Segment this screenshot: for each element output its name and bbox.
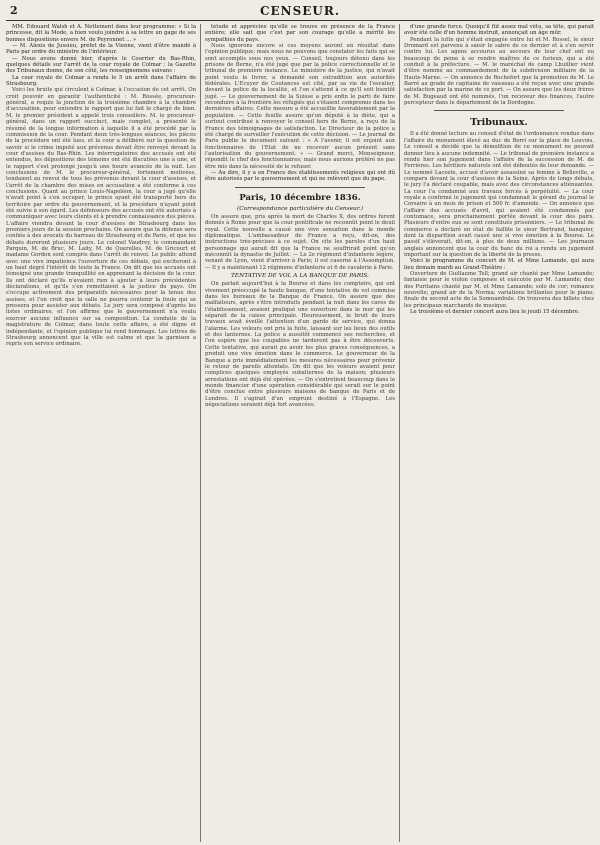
concert-program: Ouverture de Guillaume Tell; grand air chanté par Mme Lamande; fantaisie pour le violon composée et exécutée par M. Lamande; duo des Puritains chanté par M. et Mme Lamande; solo de cor; romance nouvelle; grand air de la Norma; variations brillantes pour le piano; finale du second acte de la Somnambule. On trouvera des billets chez les principaux marchands de musique.: [404, 271, 594, 309]
article-subhead: TENTATIVE DE VOL A LA BANQUE DE PARIS.: [231, 273, 369, 280]
correspondence-subhead: (Correspondance particulière du Censeur.): [236, 205, 364, 212]
article-body: On parlait aujourd'hui à la Bourse et dans les comptoirs, qui ont vivement préoccupé la haute banque, d'une tentative de vol commise dans les bureaux de la Banque de France. On assure que des malfaiteurs, après s'être introduits pendant la nuit dans les caves de l'établissement, avaient pratiqué une ouverture dans le mur qui les séparait de la caisse principale. Heureusement, le bruit de leurs travaux avait éveillé l'attention d'un garde de service, qui donna l'alarme. Les voleurs ont pris la fuite, laissant sur les lieux des outils et des lanternes. La police a aussitôt commencé ses recherches, et l'on espère que les coupables ne tarderont pas à être découverts. Cette tentative, qui aurait pu avoir les plus graves conséquences, a produit une vive émotion dans le commerce. Le gouverneur de la Banque a pris immédiatement les mesures nécessaires pour prévenir le retour de pareils attentats. On dit que les voleurs avaient pour complices quelques employés subalternes de la maison; plusieurs arrestations ont déjà été opérées. — On s'entretient beaucoup dans le monde financier d'une opération considérable qui serait sur le point d'être conclue entre plusieurs maisons de banque de Paris et de Londres. Il s'agirait d'un emprunt destiné à l'Espagne. Les négociations seraient déjà fort avancées.: [205, 281, 395, 408]
paragraph: Le troisième et dernier concert aura lieu le jeudi 15 décembre.: [410, 309, 580, 316]
column-divider: [200, 24, 201, 842]
article-body: Pendant la lutte qui s'était engagée entre lui et M. Rossel, le sieur Dromard est parvenu à saisir le sabre de ce dernier et à s'en servir contre lui. Les agens accourus au secours de leur chef ont eu beaucoup de peine à se rendre maîtres de ce furieux, qui a été conduit à la préfecture. — M. le maréchal de camp Lhuillier vient d'être nommé au commandement de la subdivision militaire de la Haute-Marne. — On annonce de Rochefort que la promotion de M. Le Barré au grade de capitaine de vaisseau a été reçue avec une grande satisfaction par la marine de ce port. — On assure que les deux frères de M. Bugeaud ont été nommés, l'un receveur des finances, l'autre percepteur dans le département de la Dordogne.: [404, 36, 594, 107]
paragraph: — M. Alexis de Jussieu, préfet de la Vienne, vient d'être mandé à Paris par ordre du ministre de l'intérieur.: [6, 43, 196, 56]
section-rule: [235, 187, 365, 188]
masthead: [6, 4, 594, 20]
paragraph: La cour royale de Colmar a rendu le 5 un arrêt dans l'affaire de Strasbourg.: [6, 74, 196, 88]
paragraph: — Nous avons donné hier, d'après le Courrier du Bas-Rhin, quelques détails sur l'arrêt de la cour royale de Colmar : la Gazette des Tribunaux donne, de son côté, les renseignemens suivans :: [6, 55, 196, 75]
column-3: [404, 24, 594, 842]
dateline: Paris, 10 décembre 1836.: [239, 192, 361, 203]
article-body: On assure que, pris après la mort de Charles X, des ordres furent donnés à Rome pour que la cour pontificale ne reconnût point le deuil royal. Cette nouvelle a causé une vive sensation dans le monde diplomatique. L'ambassadeur de France a reçu, dit-on, des instructions très-précises à ce sujet. On cite les paroles d'un haut personnage qui aurait dit que la France ne souffrirait point qu'on méconnût la dynastie de Juillet. — Le 2e régiment d'infanterie légère, venant de Lyon, vient d'arriver à Paris; il est caserné à l'Assomption. — Il y a maintenant 12 régimens d'infanterie et 6 de cavalerie à Paris.: [205, 213, 395, 271]
paragraph: d'une grande force. Quoiqu'il fût assez mal vêtu, sa tête, qui paraît avoir été celle d'un homme instruit, annonçait un âge mûr.: [404, 24, 594, 37]
article-body: Il a été donné lecture au conseil d'état de l'ordonnance rendue dans l'affaire du monument élevé au duc de Berri sur la place de Louvois. Le conseil a décidé que la démolition de ce monument ne pouvait donner lieu à aucune indemnité. — Le tribunal de première instance a rendu hier son jugement dans l'affaire de la succession de M. de Ferrières. Les héritiers naturels ont été déboutés de leur demande. — Le nommé Lacoste, accusé d'avoir assassiné sa femme à Belleville, a comparu devant la cour d'assises de la Seine. Après de longs débats, le jury l'a déclaré coupable, mais avec des circonstances atténuantes. La cour l'a condamné aux travaux forcés à perpétuité. — La cour royale a confirmé le jugement qui condamnait le gérant du journal le Corsaire à un mois de prison et 500 fr. d'amende. — On annonce que l'affaire des accusés d'avril, qui avaient été condamnés par contumace, sera prochainement portée devant la cour des pairs. Plusieurs d'entre eux se sont constitués prisonniers. — Le tribunal de commerce a déclaré en état de faillite le sieur Bertrand, banquier, dont la disparition avait causé une si vive émotion à la Bourse. Le passif s'élèverait, dit-on, à plus de deux millions. — Les journaux anglais annoncent que la cour du banc du roi a rendu un jugement important sur la question de la liberté de la presse.: [404, 131, 594, 258]
paragraph: — Au dire, il y a en France des établissements religieux qui ont dû être autorisés par le gouvernement et qui ne relèvent que du pape.: [205, 169, 395, 183]
column-divider: [399, 24, 400, 842]
paragraph: MM. Edouard Walsh et A. Nettement dans leur programme: « Si la princesse, dit la Mode, a bien voulu joindre à sa lettre un gage de ses bonnes dispositions envers M. de Peyronnet ... »: [6, 24, 196, 43]
column-1: [6, 24, 196, 842]
paragraph: tétude et appréciée qu'ellé se trouve en présence de la France entière; elle sait que c'est par son courage qu'elle a mérité les sympathies du pays.: [205, 24, 395, 43]
column-2: [205, 24, 395, 842]
paragraph: Voici le programme du concert de M. et Mme Lamande, qui aura lieu demain mardi au Grand-Théâtre :: [404, 258, 594, 271]
page-number: 2: [10, 4, 18, 17]
header-rule: [6, 20, 594, 21]
section-heading-tribunaux: Tribunaux.: [470, 117, 528, 129]
newspaper-title: CENSEUR.: [259, 4, 341, 18]
article-body: Voici les bruits qui circulent à Colmar, à l'occasion de cet arrêt. On croit pouvoir en garantir l'authenticité : M. Rossée, procureur-général, a requis la jonction de la troisième chambre à la chambre d'accusation, pour entendre le rapport que lui fait le chargé de bien. M. le premier président a appelé trois conseillers. M. le procureur-général, dans un rapport succinct, mais complet, a présenté le résumé de la longue information à laquelle il a été procédé par la commission de la cour. Pendant deux très-longues séances, les pièces de la procédure ont été lues, et la cour a délibéré sur la question de savoir si le crime imputé aux prévenus devait être renvoyé devant la cour d'assises du Bas-Rhin. Les interrogatoires des accusés ont été entendus, les dépositions des témoins ont été discutées une à une, et le rapport s'est prolongé jusqu'à une heure avancée de la nuit. Les conclusions de M. le procureur-général, fortement motivées, tendaient au renvoi de tous les prévenus devant la cour d'assises, et l'arrêt de la chambre des mises en accusation a été conforme à ces conclusions. Quant au prince Louis-Napoléon, la cour a jugé qu'elle n'avait point à s'en occuper, le prince ayant été transporté hors du territoire par ordre du gouvernement, et la procédure n'ayant point été suivie à son égard. Les défenseurs des accusés ont été autorisés à communiquer avec leurs clients et à prendre connaissance des pièces. L'affaire viendra devant la cour d'assises de Strasbourg dans les premiers jours de la session prochaine. On assure que la défense sera confiée à des avocats du barreau de Strasbourg et de Paris, et que les débats dureront plusieurs jours. Le colonel Vaudrey, le commandant Parquin, M. de Bruc, M. Laity, M. de Querelles, M. de Gricourt et madame Gordon sont compris dans l'arrêt de renvoi. Le public attend avec une vive impatience l'ouverture de ces débats, qui exciteront à un haut degré l'intérêt de toute la France. On dit que les accusés ont témoigné une grande tranquillité en apprenant la décision de la cour. Ils ont déclaré qu'ils n'avaient rien à ajouter à leurs précédentes déclarations, et qu'ils s'en remettaient à la justice du pays. On s'occupe activement des préparatifs nécessaires pour la tenue des assises, et l'on croit que la salle ne pourra contenir la foule qui se pressera pour assister aux débats. Le jury sera composé d'après les listes ordinaires, et l'on affirme que le gouvernement n'a voulu exercer aucune influence sur sa composition. La conduite de la magistrature de Colmar, dans toute cette affaire, a été digne et indépendante, et l'opinion publique lui rend hommage. Les lettres de Strasbourg annoncent que la ville est calme et que la garnison a repris son service ordinaire.: [6, 87, 196, 348]
article-body: Nous ignorons encore si ces moyens auront un résultat dans l'opinion publique; mais nous ne pouvons que constater les faits qui se sont accomplis sous nos yeux. — Conseil, toujours détenu dans les prisons de Berne, n'a été jugé que par la police correctionnelle et le tribunal de première instance. Le ministère de la justice, qui n'avait point voulu le livrer, a demandé son extradition aux autorités fédérales. L'Ecuyer de Coutances est cité, par sa vie de l'escalier, devant la police de la localité, et l'on s'attend à ce qu'il soit bientôt jugé. — Le gouvernement de la Suisse a pris enfin le parti de faire reconduire à la frontière les réfugiés qui s'étaient compromis dans les dernières affaires. Cette mesure a été accueillie favorablement par la population. — Cette feuille assure qu'un député à la diète, qui a surtout contribué à renvoyer le conseil hors de Berne, a reçu de la France des témoignages de satisfaction. Le Directeur de la police a été chargé de surveiller l'exécution de cette décision. — Le journal de Paris publie le document suivant : « A l'avenir, il est enjoint aux fonctionnaires de l'Etat de ne recevoir aucun présent sans l'autorisation du gouvernement. » — Grand merci, Monseigneur, répondit le chef des fonctionnaires; mais nous aurions préféré ne pas être mis dans la nécessité de le refuser.: [205, 43, 395, 170]
section-rule: [434, 110, 564, 111]
